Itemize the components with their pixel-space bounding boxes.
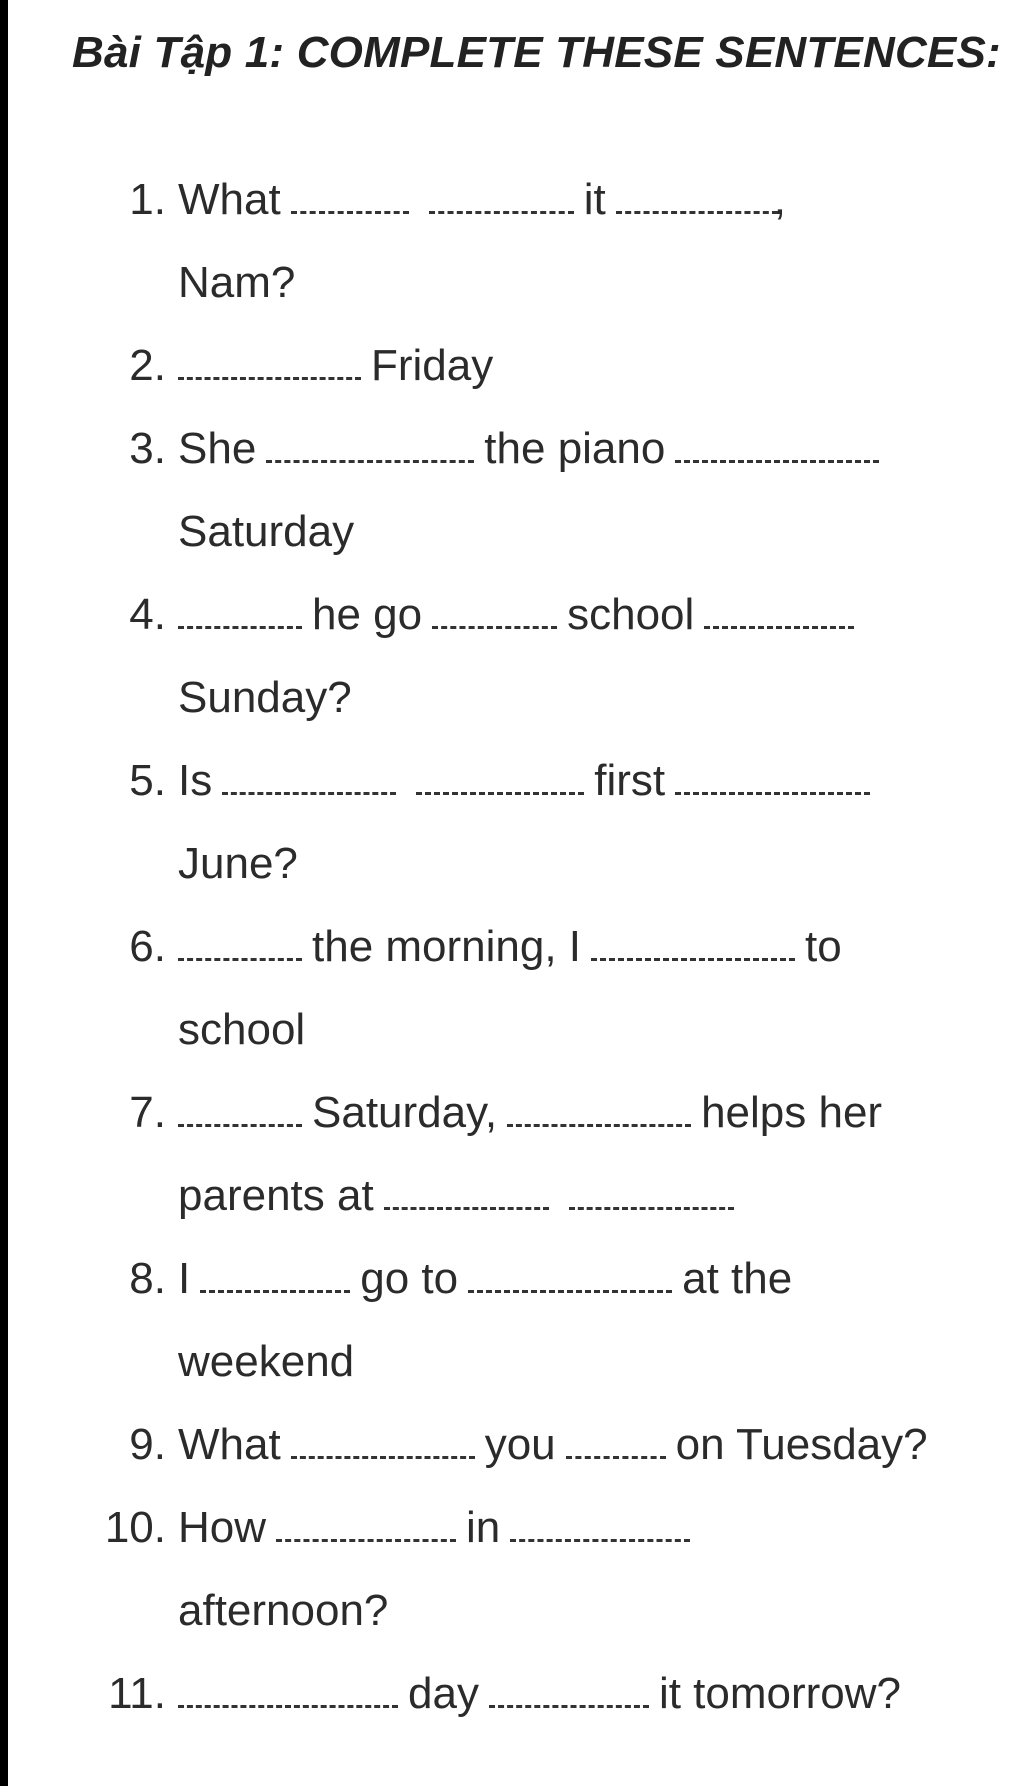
answer-blank[interactable]: [591, 924, 795, 961]
answer-blank[interactable]: [266, 426, 474, 463]
answer-blank[interactable]: [276, 1505, 456, 1542]
sentence-10-line-1: 10. How in: [178, 1498, 690, 1558]
sentence-7-line-1: 7. Saturday, helps her: [178, 1083, 882, 1143]
answer-blank[interactable]: [416, 758, 584, 795]
sentence-9-line-1: 9. What you on Tuesday?: [178, 1415, 928, 1475]
answer-blank[interactable]: [178, 592, 302, 629]
item-number: 8.: [129, 1254, 166, 1303]
item-number: 2.: [129, 341, 166, 390]
sentence-10-line-2: afternoon?: [178, 1586, 389, 1635]
sentence-6-line-2: school: [178, 1005, 306, 1054]
answer-blank[interactable]: [616, 177, 778, 214]
item-number: 5.: [129, 756, 166, 805]
answer-blank[interactable]: [429, 177, 574, 214]
answer-blank[interactable]: [178, 343, 361, 380]
worksheet: [8, 0, 1024, 1786]
answer-blank[interactable]: [704, 592, 854, 629]
item-number: 1.: [129, 175, 166, 224]
item-number: 6.: [129, 922, 166, 971]
answer-blank[interactable]: [291, 1422, 475, 1459]
answer-blank[interactable]: [178, 1671, 398, 1708]
sentence-3-line-2: Saturday: [178, 507, 355, 556]
item-number: 4.: [129, 590, 166, 639]
sentence-4-line-1: 4. he go school: [178, 585, 854, 645]
sentence-11-line-1: 11. day it tomorrow?: [178, 1664, 901, 1724]
sentence-5-line-1: 5. Is first: [178, 751, 870, 811]
worksheet-title: Bài Tập 1: COMPLETE THESE SENTENCES:: [72, 28, 1001, 77]
sentence-7-line-2: parents at: [178, 1166, 734, 1226]
sentence-6-line-1: 6. the morning, I to: [178, 917, 842, 977]
answer-blank[interactable]: [200, 1256, 350, 1293]
answer-blank[interactable]: [432, 592, 557, 629]
sentence-8-line-2: weekend: [178, 1337, 355, 1386]
answer-blank[interactable]: [675, 426, 879, 463]
answer-blank[interactable]: [178, 1090, 302, 1127]
item-number: 3.: [129, 424, 166, 473]
sentence-1-line-2: Nam?: [178, 258, 296, 307]
sentence-2-line-1: 2. Friday: [178, 336, 493, 396]
sentence-5-line-2: June?: [178, 839, 298, 888]
answer-blank[interactable]: [468, 1256, 672, 1293]
answer-blank[interactable]: [222, 758, 396, 795]
answer-blank[interactable]: [675, 758, 870, 795]
answer-blank[interactable]: [507, 1090, 691, 1127]
item-number: 7.: [129, 1088, 166, 1137]
sentence-3-line-1: 3. She the piano: [178, 419, 879, 479]
item-number: 11.: [108, 1669, 166, 1718]
sentence-1-line-1: 1. What it ,: [178, 170, 786, 230]
item-number: 9.: [129, 1420, 166, 1469]
sentence-4-line-2: Sunday?: [178, 673, 352, 722]
answer-blank[interactable]: [510, 1505, 690, 1542]
answer-blank[interactable]: [384, 1173, 549, 1210]
answer-blank[interactable]: [489, 1671, 649, 1708]
answer-blank[interactable]: [569, 1173, 734, 1210]
answer-blank[interactable]: [178, 924, 302, 961]
item-number: 10.: [104, 1503, 166, 1552]
sentence-8-line-1: 8. I go to at the: [178, 1249, 792, 1309]
answer-blank[interactable]: [291, 177, 409, 214]
answer-blank[interactable]: [566, 1422, 666, 1459]
